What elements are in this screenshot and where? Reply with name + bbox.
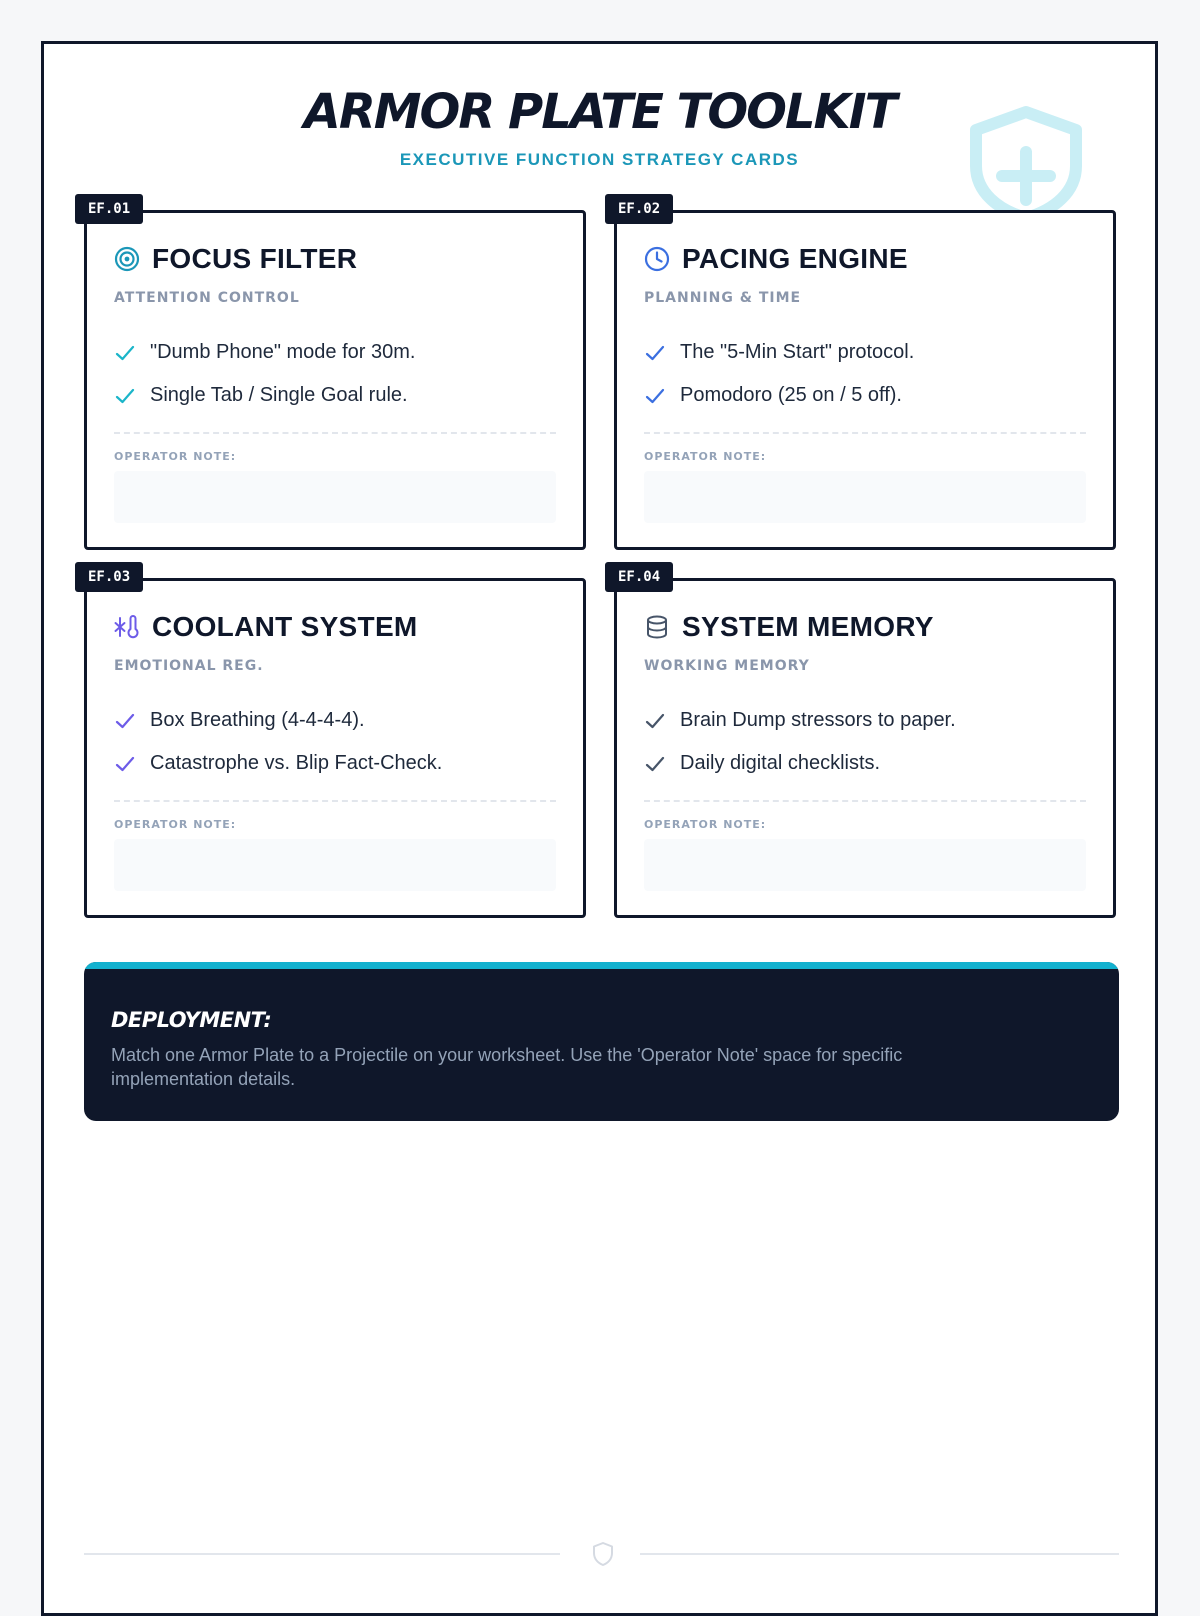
operator-note-field[interactable] [644,471,1086,523]
card-code-tag: EF.02 [605,194,673,224]
check-icon [114,385,136,407]
card-code-tag: EF.03 [75,562,143,592]
page-subtitle: EXECUTIVE FUNCTION STRATEGY CARDS [399,149,800,169]
card-title: FOCUS FILTER [152,243,358,274]
card-category: PLANNING & TIME [644,290,802,306]
list-item [114,331,415,374]
operator-note-label: OPERATOR NOTE: [644,450,767,463]
operator-note-label: OPERATOR NOTE: [644,818,767,831]
divider [644,800,1086,802]
list-item-text: Single Tab / Single Goal rule. [150,384,408,406]
card-code-tag: EF.04 [605,562,673,592]
card-code-tag: EF.01 [75,194,143,224]
list-item [114,742,442,785]
target-icon [114,246,140,272]
operator-note-field[interactable] [644,839,1086,891]
strategy-list [644,331,914,417]
list-item [644,331,914,374]
strategy-list [114,331,415,417]
list-item-text: "Dumb Phone" mode for 30m. [150,341,416,363]
divider [114,800,556,802]
database-icon [644,614,670,640]
check-icon [114,342,136,364]
shield-plus-icon [964,104,1088,224]
accent-bar [84,962,1119,969]
list-item [644,699,956,742]
card-category: EMOTIONAL REG. [114,658,264,674]
worksheet-page [41,41,1158,1616]
page-title: ARMOR PLATE TOOLKIT [303,84,896,140]
list-item-text: Daily digital checklists. [680,752,881,774]
list-item-text: Box Breathing (4-4-4-4). [150,709,365,731]
strategy-list [644,699,956,785]
clock-icon [644,246,670,272]
check-icon [644,753,666,775]
thermometer-snowflake-icon [114,614,140,640]
deployment-title: DEPLOYMENT: [111,1008,272,1032]
operator-note-label: OPERATOR NOTE: [114,450,237,463]
check-icon [644,385,666,407]
strategy-list [114,699,442,785]
strategy-card-focus-filter [84,201,586,550]
list-item [114,699,442,742]
strategy-card-pacing-engine [614,201,1116,550]
shield-icon [591,1541,615,1567]
footer-rule-right [640,1553,1119,1555]
strategy-card-coolant-system [84,569,586,918]
check-icon [644,342,666,364]
operator-note-label: OPERATOR NOTE: [114,818,237,831]
list-item-text: Pomodoro (25 on / 5 off). [680,384,902,406]
footer-rule-left [84,1553,560,1555]
deployment-text: Match one Armor Plate to a Projectile on your worksheet. Use the 'Operator Note' space for specific implementation details. [111,1045,903,1089]
card-category: WORKING MEMORY [644,658,810,674]
card-title: COOLANT SYSTEM [152,611,418,642]
list-item-text: The "5-Min Start" protocol. [680,341,915,363]
check-icon [114,753,136,775]
strategy-card-system-memory [614,569,1116,918]
list-item [644,742,956,785]
divider [114,432,556,434]
card-category: ATTENTION CONTROL [114,290,300,306]
card-title: SYSTEM MEMORY [682,611,934,642]
operator-note-field[interactable] [114,839,556,891]
deployment-panel [84,962,1119,1121]
list-item [114,374,415,417]
card-title: PACING ENGINE [682,243,908,274]
list-item-text: Brain Dump stressors to paper. [680,709,956,731]
check-icon [114,710,136,732]
list-item [644,374,914,417]
check-icon [644,710,666,732]
divider [644,432,1086,434]
operator-note-field[interactable] [114,471,556,523]
list-item-text: Catastrophe vs. Blip Fact-Check. [150,752,443,774]
